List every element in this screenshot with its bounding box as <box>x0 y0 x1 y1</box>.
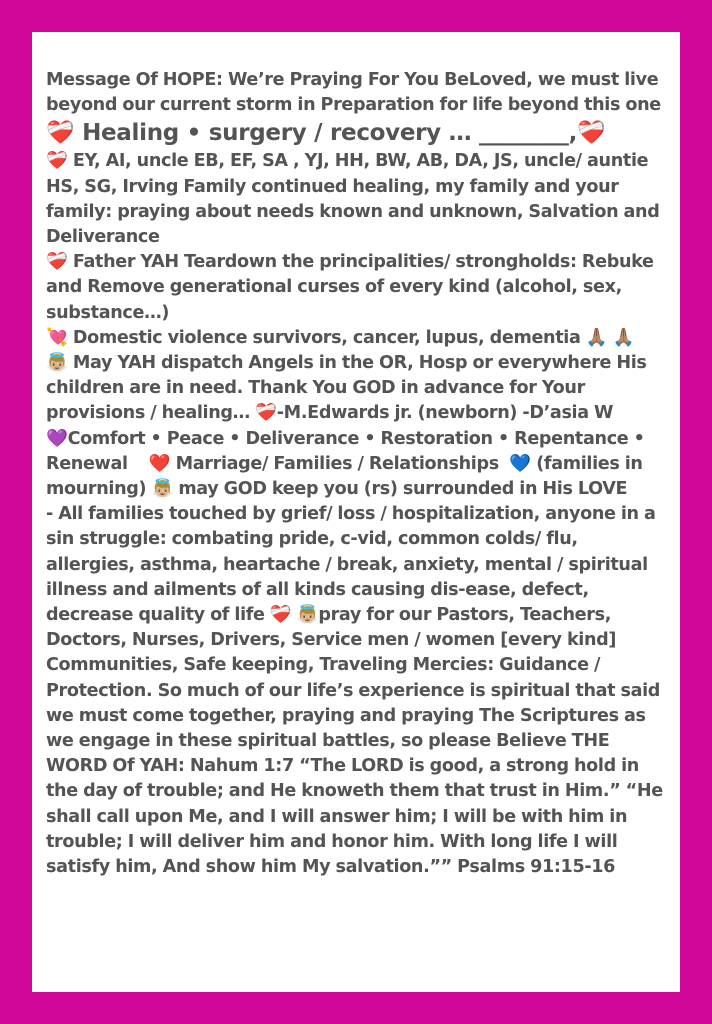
mended-heart-icon: ❤️‍🩹 <box>46 252 68 273</box>
mended-heart-icon: ❤️‍🩹 <box>269 605 292 626</box>
intro-message: Message Of HOPE: We’re Praying For You BeLoved, we must live beyond our current storm in Preparation for life beyond this one <box>46 70 661 116</box>
prayer-survivors: 💘 Domestic violence survivors, cancer, lupus, dementia 🙏🏽 🙏🏽 <box>46 327 635 348</box>
mended-heart-icon: ❤️‍🩹 <box>577 120 606 147</box>
prayer-names: ❤️‍🩹 EY, AI, uncle EB, EF, SA , YJ, HH, BW, AB, DA, JS, uncle/ auntie HS, SG, Irving Family continued healing, my family and your family: praying about needs known and unknown, Salvation and Deliverance <box>46 151 660 248</box>
prayer-grief: - All families touched by grief/ loss / hospitalization, anyone in a sin struggle: combating pride, c-vid, common colds/ flu, allergies, asthma, heartache / break, anxiety, mental / spiritual illness and ailments of all kinds causing dis-ease, defect, decrease quality of life ❤️‍🩹 👼🏼pray for our Pastors, Teachers, Doctors, Nurses, Drivers, Service men / women [every kind] Communities, Safe keeping, Traveling Mercies: Guidance / Protection. So much of our life’s experience is spiritual that said we must come together, praying and praying The Scriptures as we engage in these spiritual battles, so please Believe THE WORD Of YAH: Nahum 1:7 “The LORD is good, a strong hold in the day of trouble; and He knoweth them that trust in Him.” “He shall call upon Me, and I will answer him; I will be with him in trouble; I will deliver him and honor him. With long life I will satisfy him, And show him My salvation.”” Psalms 91:15-16 <box>46 504 663 878</box>
baby-angel-icon: 👼🏼 <box>296 605 319 626</box>
mended-heart-icon: ❤️‍🩹 <box>255 403 277 424</box>
mended-heart-icon: ❤️‍🩹 <box>46 120 75 147</box>
praying-hands-icon: 🙏🏽 🙏🏽 <box>585 327 635 348</box>
prayer-angels: 👼🏼 May YAH dispatch Angels in the OR, Hosp or everywhere His children are in need. Thank You GOD in advance for Your provisions / healing… ❤️‍🩹-M.Edwards jr. (newborn) -D’asia W <box>46 353 647 424</box>
purple-heart-icon: 💜 <box>46 428 68 449</box>
red-heart-icon: ❤️ <box>148 453 171 474</box>
healing-heading: ❤️‍🩹 Healing • surgery / recovery … ________,❤️‍🩹 <box>46 120 606 147</box>
baby-angel-icon: 👼🏼 <box>46 353 68 374</box>
baby-angel-icon: 👼🏼 <box>151 479 174 500</box>
blue-heart-icon: 💙 <box>509 453 531 474</box>
mended-heart-icon: ❤️‍🩹 <box>46 151 68 172</box>
prayer-comfort: 💜Comfort • Peace • Deliverance • Restoration • Repentance • Renewal ❤️ Marriage/ Families / Relationships 💙 (families in mourning) 👼🏼 may GOD keep you (rs) surrounded in His LOVE <box>46 428 645 500</box>
prayer-strongholds: ❤️‍🩹 Father YAH Teardown the principalities/ strongholds: Rebuke and Remove generational curses of every kind (alcohol, sex, substance…) <box>46 252 654 323</box>
prayer-card <box>32 32 680 992</box>
sparkling-heart-icon: 💘 <box>46 327 68 348</box>
